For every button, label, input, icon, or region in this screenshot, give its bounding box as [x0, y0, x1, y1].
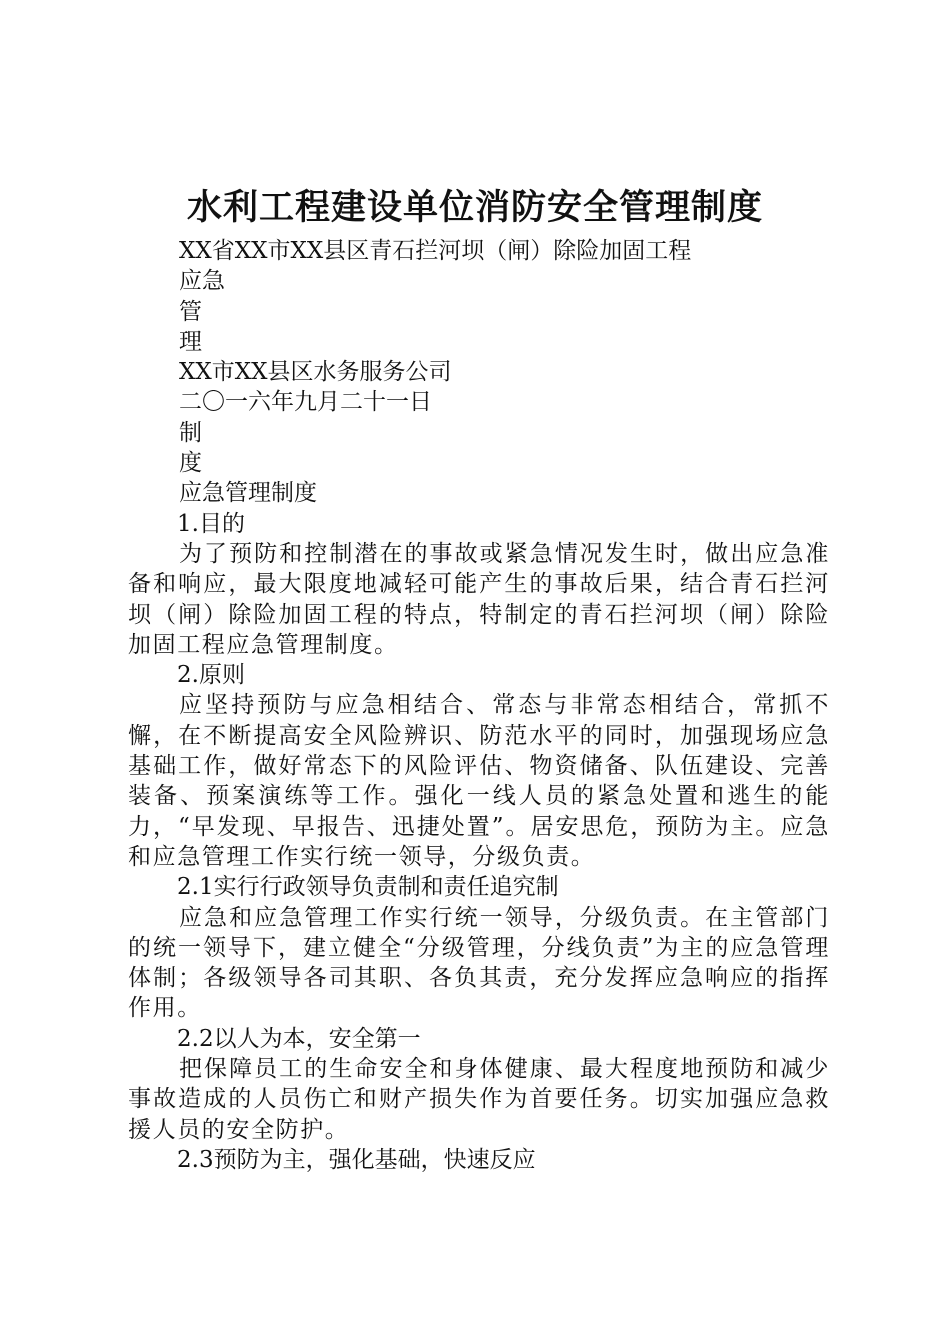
document-body — [128, 236, 830, 1175]
section-paragraph: 为了预防和控制潜在的事故或紧急情况发生时，做出应急准备和响应，最大限度地减轻可能产生的事故后果，结合青石拦河坝（闸）除险加固工程的特点，特制定的青石拦河坝（闸）除险加固工程应急管理制度。 — [128, 540, 830, 658]
cover-line: 管 — [179, 298, 202, 325]
section-heading: 2.2以人为本，安全第一 — [177, 1025, 421, 1052]
section-heading: 2.原则 — [177, 662, 245, 689]
cover-line: 应急 — [179, 268, 225, 295]
section-paragraph: 应坚持预防与应急相结合、常态与非常态相结合，常抓不懈，在不断提高安全风险辨识、防范水平的同时，加强现场应急基础工作，做好常态下的风险评估、物资储备、队伍建设、完善装备、预案演练等工作。强化一线人员的紧急处置和逃生的能力，“早发现、早报告、迅捷处置”。居安思危，预防为主。应急和应急管理工作实行统一领导，分级负责。 — [128, 692, 830, 870]
section-title: 应急管理制度 — [179, 480, 317, 507]
company-name-line: XX市XX县区水务服务公司 — [179, 359, 452, 386]
date-line: 二〇一六年九月二十一日 — [179, 389, 432, 416]
section-heading: 1.目的 — [177, 510, 245, 537]
cover-line: 理 — [179, 328, 202, 355]
section-paragraph: 应急和应急管理工作实行统一领导，分级负责。在主管部门的统一领导下，建立健全“分级管理，分线负责”为主的应急管理体制；各级领导各司其职、各负其责，充分发挥应急响应的指挥作用。 — [128, 904, 830, 1022]
section-heading: 2.1实行行政领导负责制和责任追究制 — [177, 874, 559, 901]
section-paragraph: 把保障员工的生命安全和身体健康、最大程度地预防和减少事故造成的人员伤亡和财产损失作为首要任务。切实加强应急救援人员的安全防护。 — [128, 1056, 830, 1143]
cover-line: 度 — [179, 450, 202, 477]
section-heading: 2.3预防为主，强化基础，快速反应 — [177, 1146, 536, 1173]
cover-line: 制 — [179, 419, 202, 446]
project-name-line: XX省XX市XX县区青石拦河坝（闸）除险加固工程 — [179, 238, 692, 264]
document-title: 水利工程建设单位消防安全管理制度 — [186, 188, 763, 228]
